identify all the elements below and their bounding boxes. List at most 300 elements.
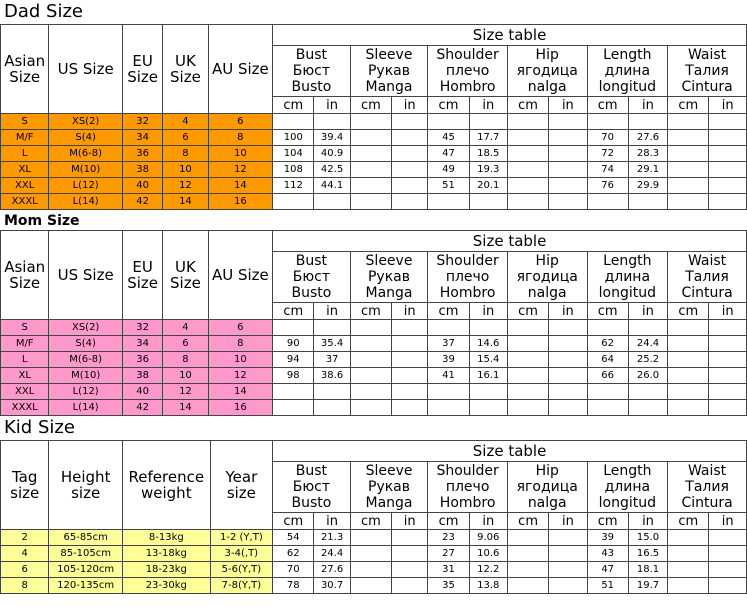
size-asian: XL xyxy=(1,368,49,384)
measure-label-es: Cintura xyxy=(681,495,733,511)
bust-cm-value: 100 xyxy=(273,130,314,146)
shoulder-cm-value xyxy=(428,320,469,336)
hip-cm-value xyxy=(507,130,548,146)
table-row xyxy=(1,162,747,178)
header-row xyxy=(1,231,747,252)
measure-label-es: nalga xyxy=(527,285,567,301)
hip-cm-value xyxy=(507,400,548,416)
waist-cm-value xyxy=(668,352,709,368)
size-us: M(6-8) xyxy=(49,146,123,162)
size-au: 8 xyxy=(208,336,273,352)
waist-cm-value xyxy=(668,578,709,594)
unit-in: in xyxy=(314,97,350,114)
sleeve-in-value xyxy=(392,130,428,146)
bust-cm-value: 98 xyxy=(273,368,314,384)
size-year: 7-8(Y,T) xyxy=(210,578,272,594)
unit-cm: cm xyxy=(428,303,469,320)
length-cm-value: 62 xyxy=(587,336,628,352)
measure-label-en: Bust xyxy=(295,463,328,479)
unit-in: in xyxy=(709,513,747,530)
length-cm-value: 70 xyxy=(587,130,628,146)
column-header: EU Size xyxy=(122,25,162,114)
hip-cm-value xyxy=(507,194,548,210)
measure-header-shoulder xyxy=(428,462,508,513)
unit-cm: cm xyxy=(428,513,469,530)
size-uk: 6 xyxy=(163,130,208,146)
length-in-value xyxy=(628,320,667,336)
bust-in-value: 37 xyxy=(314,352,350,368)
size-uk: 14 xyxy=(163,194,208,210)
length-cm-value: 74 xyxy=(587,162,628,178)
sleeve-cm-value xyxy=(350,320,391,336)
length-cm-value: 72 xyxy=(587,146,628,162)
size-au: 14 xyxy=(208,178,273,194)
unit-cm: cm xyxy=(350,97,391,114)
waist-in-value xyxy=(709,336,747,352)
measure-label-ru: Талия xyxy=(685,269,729,285)
header-row xyxy=(1,441,747,462)
unit-cm: cm xyxy=(587,513,628,530)
unit-cm: cm xyxy=(507,303,548,320)
bust-cm-value: 108 xyxy=(273,162,314,178)
measure-label-en: Waist xyxy=(687,463,727,479)
shoulder-in-value xyxy=(469,194,507,210)
column-header: Year size xyxy=(210,441,272,530)
size-weight: 23-30kg xyxy=(122,578,210,594)
sleeve-in-value xyxy=(392,162,428,178)
size-us: S(4) xyxy=(49,130,123,146)
column-header: AU Size xyxy=(208,25,273,114)
waist-cm-value xyxy=(668,130,709,146)
size-asian: XXXL xyxy=(1,194,49,210)
waist-in-value xyxy=(709,578,747,594)
length-in-value: 27.6 xyxy=(628,130,667,146)
sleeve-cm-value xyxy=(350,352,391,368)
length-cm-value xyxy=(587,400,628,416)
bust-in-value: 44.1 xyxy=(314,178,350,194)
unit-cm: cm xyxy=(273,97,314,114)
shoulder-cm-value: 35 xyxy=(428,578,469,594)
table-row xyxy=(1,320,747,336)
length-in-value: 26.0 xyxy=(628,368,667,384)
hip-cm-value xyxy=(507,320,548,336)
size-au: 12 xyxy=(208,368,273,384)
unit-in: in xyxy=(549,513,587,530)
measure-label-en: Length xyxy=(603,47,652,63)
hip-cm-value xyxy=(507,530,548,546)
measure-label-es: Hombro xyxy=(439,495,496,511)
unit-in: in xyxy=(392,513,428,530)
shoulder-in-value: 14.6 xyxy=(469,336,507,352)
size-au: 8 xyxy=(208,130,273,146)
bust-in-value: 21.3 xyxy=(314,530,350,546)
hip-cm-value xyxy=(507,114,548,130)
size-eu: 40 xyxy=(122,178,162,194)
measure-header-bust xyxy=(273,462,351,513)
hip-cm-value xyxy=(507,336,548,352)
measure-label-en: Hip xyxy=(535,253,559,269)
size-asian: L xyxy=(1,146,49,162)
size-us: M(6-8) xyxy=(49,352,123,368)
measure-label-es: Cintura xyxy=(681,285,733,301)
length-in-value xyxy=(628,384,667,400)
measure-label-en: Sleeve xyxy=(365,253,413,269)
hip-cm-value xyxy=(507,352,548,368)
size-height: 105-120cm xyxy=(49,562,123,578)
table-row xyxy=(1,178,747,194)
shoulder-cm-value: 51 xyxy=(428,178,469,194)
length-in-value: 18.1 xyxy=(628,562,667,578)
kid-section-title: Kid Size xyxy=(4,417,75,438)
sleeve-cm-value xyxy=(350,114,391,130)
measure-label-ru: ягодица xyxy=(516,63,578,79)
unit-in: in xyxy=(314,513,350,530)
measure-label-en: Shoulder xyxy=(436,463,499,479)
size-uk: 4 xyxy=(163,320,208,336)
measure-header-length xyxy=(587,462,668,513)
bust-cm-value: 94 xyxy=(273,352,314,368)
unit-in: in xyxy=(469,303,507,320)
waist-cm-value xyxy=(668,384,709,400)
sleeve-cm-value xyxy=(350,194,391,210)
size-us: XS(2) xyxy=(49,320,123,336)
size-tag: 4 xyxy=(1,546,49,562)
sleeve-cm-value xyxy=(350,368,391,384)
bust-cm-value xyxy=(273,400,314,416)
table-row xyxy=(1,194,747,210)
sleeve-in-value xyxy=(392,384,428,400)
measure-label-ru: Рукав xyxy=(367,63,410,79)
hip-in-value xyxy=(549,400,587,416)
shoulder-in-value: 19.3 xyxy=(469,162,507,178)
shoulder-cm-value: 41 xyxy=(428,368,469,384)
size-year: 1-2 (Y,T) xyxy=(210,530,272,546)
measure-label-es: longitud xyxy=(598,79,656,95)
size-au: 10 xyxy=(208,352,273,368)
size-us: M(10) xyxy=(49,162,123,178)
bust-cm-value xyxy=(273,384,314,400)
waist-cm-value xyxy=(668,114,709,130)
bust-cm-value: 62 xyxy=(273,546,314,562)
bust-in-value xyxy=(314,400,350,416)
size-au: 14 xyxy=(208,384,273,400)
size-eu: 40 xyxy=(122,384,162,400)
unit-cm: cm xyxy=(668,513,709,530)
bust-in-value: 39.4 xyxy=(314,130,350,146)
unit-in: in xyxy=(709,303,747,320)
waist-in-value xyxy=(709,146,747,162)
table-row xyxy=(1,562,747,578)
waist-in-value xyxy=(709,530,747,546)
shoulder-in-value: 20.1 xyxy=(469,178,507,194)
shoulder-in-value xyxy=(469,114,507,130)
size-us: XS(2) xyxy=(49,114,123,130)
length-cm-value xyxy=(587,194,628,210)
hip-in-value xyxy=(549,336,587,352)
bust-cm-value: 70 xyxy=(273,562,314,578)
hip-in-value xyxy=(549,546,587,562)
measure-header-hip xyxy=(507,252,587,303)
size-eu: 38 xyxy=(122,368,162,384)
shoulder-cm-value xyxy=(428,114,469,130)
measure-label-en: Waist xyxy=(687,253,727,269)
waist-cm-value xyxy=(668,368,709,384)
size-year: 5-6(Y,T) xyxy=(210,562,272,578)
size-us: S(4) xyxy=(49,336,123,352)
unit-in: in xyxy=(628,97,667,114)
waist-cm-value xyxy=(668,530,709,546)
size-us: L(12) xyxy=(49,178,123,194)
hip-in-value xyxy=(549,352,587,368)
shoulder-in-value: 16.1 xyxy=(469,368,507,384)
size-table-label: Size table xyxy=(273,231,747,252)
column-header: AU Size xyxy=(208,231,273,320)
size-year: 3-4(,T) xyxy=(210,546,272,562)
waist-cm-value xyxy=(668,162,709,178)
table-row xyxy=(1,530,747,546)
shoulder-cm-value: 37 xyxy=(428,336,469,352)
size-uk: 14 xyxy=(163,400,208,416)
measure-label-en: Waist xyxy=(687,47,727,63)
size-uk: 8 xyxy=(163,146,208,162)
length-in-value: 15.0 xyxy=(628,530,667,546)
unit-cm: cm xyxy=(350,513,391,530)
length-in-value xyxy=(628,114,667,130)
size-uk: 10 xyxy=(163,162,208,178)
bust-cm-value: 90 xyxy=(273,336,314,352)
waist-in-value xyxy=(709,178,747,194)
unit-in: in xyxy=(628,303,667,320)
measure-label-es: nalga xyxy=(527,495,567,511)
measure-header-shoulder xyxy=(428,252,508,303)
measure-header-bust xyxy=(273,46,351,97)
measure-label-en: Shoulder xyxy=(436,253,499,269)
unit-cm: cm xyxy=(273,303,314,320)
sleeve-cm-value xyxy=(350,562,391,578)
size-eu: 36 xyxy=(122,146,162,162)
shoulder-cm-value xyxy=(428,384,469,400)
size-uk: 10 xyxy=(163,368,208,384)
shoulder-in-value: 15.4 xyxy=(469,352,507,368)
table-row xyxy=(1,400,747,416)
unit-cm: cm xyxy=(668,303,709,320)
length-in-value: 16.5 xyxy=(628,546,667,562)
size-weight: 18-23kg xyxy=(122,562,210,578)
unit-cm: cm xyxy=(587,97,628,114)
column-header: Height size xyxy=(49,441,123,530)
length-cm-value xyxy=(587,320,628,336)
waist-cm-value xyxy=(668,194,709,210)
length-in-value: 25.2 xyxy=(628,352,667,368)
size-weight: 13-18kg xyxy=(122,546,210,562)
dad-section-title: Dad Size xyxy=(4,1,83,22)
waist-in-value xyxy=(709,562,747,578)
waist-in-value xyxy=(709,320,747,336)
shoulder-in-value xyxy=(469,400,507,416)
table-row xyxy=(1,336,747,352)
size-asian: M/F xyxy=(1,336,49,352)
size-us: L(12) xyxy=(49,384,123,400)
bust-in-value: 30.7 xyxy=(314,578,350,594)
bust-cm-value: 54 xyxy=(273,530,314,546)
shoulder-in-value: 17.7 xyxy=(469,130,507,146)
sleeve-in-value xyxy=(392,546,428,562)
size-uk: 12 xyxy=(163,178,208,194)
waist-in-value xyxy=(709,162,747,178)
size-uk: 4 xyxy=(163,114,208,130)
measure-label-ru: ягодица xyxy=(516,269,578,285)
waist-cm-value xyxy=(668,178,709,194)
size-height: 65-85cm xyxy=(49,530,123,546)
sleeve-cm-value xyxy=(350,578,391,594)
measure-header-length xyxy=(587,252,668,303)
hip-cm-value xyxy=(507,562,548,578)
shoulder-cm-value: 23 xyxy=(428,530,469,546)
sleeve-cm-value xyxy=(350,400,391,416)
shoulder-in-value: 12.2 xyxy=(469,562,507,578)
bust-in-value: 40.9 xyxy=(314,146,350,162)
waist-cm-value xyxy=(668,146,709,162)
bust-cm-value xyxy=(273,114,314,130)
shoulder-in-value: 18.5 xyxy=(469,146,507,162)
length-in-value: 28.3 xyxy=(628,146,667,162)
table-row xyxy=(1,384,747,400)
shoulder-cm-value xyxy=(428,194,469,210)
hip-in-value xyxy=(549,530,587,546)
unit-in: in xyxy=(314,303,350,320)
length-cm-value xyxy=(587,114,628,130)
sleeve-in-value xyxy=(392,400,428,416)
hip-in-value xyxy=(549,368,587,384)
table-row xyxy=(1,146,747,162)
waist-cm-value xyxy=(668,546,709,562)
measure-label-ru: длина xyxy=(604,63,651,79)
waist-cm-value xyxy=(668,320,709,336)
unit-cm: cm xyxy=(507,97,548,114)
unit-cm: cm xyxy=(507,513,548,530)
sleeve-in-value xyxy=(392,178,428,194)
column-header: US Size xyxy=(49,25,123,114)
size-au: 6 xyxy=(208,114,273,130)
bust-cm-value: 104 xyxy=(273,146,314,162)
size-asian: XXL xyxy=(1,178,49,194)
measure-label-ru: Бюст xyxy=(292,63,331,79)
measure-label-es: Manga xyxy=(365,79,413,95)
measure-label-ru: ягодица xyxy=(516,479,578,495)
sleeve-cm-value xyxy=(350,162,391,178)
measure-label-ru: Рукав xyxy=(368,479,411,495)
size-eu: 32 xyxy=(122,320,162,336)
waist-in-value xyxy=(709,384,747,400)
length-cm-value: 47 xyxy=(587,562,628,578)
unit-cm: cm xyxy=(273,513,314,530)
shoulder-cm-value xyxy=(428,400,469,416)
measure-header-length xyxy=(587,46,668,97)
size-us: M(10) xyxy=(49,368,123,384)
sleeve-in-value xyxy=(392,114,428,130)
size-asian: L xyxy=(1,352,49,368)
measure-header-waist xyxy=(668,46,747,97)
shoulder-cm-value: 49 xyxy=(428,162,469,178)
hip-in-value xyxy=(549,384,587,400)
mom-size-table xyxy=(0,230,747,416)
size-tag: 6 xyxy=(1,562,49,578)
size-asian: S xyxy=(1,320,49,336)
size-height: 120-135cm xyxy=(49,578,123,594)
measure-label-ru: Рукав xyxy=(367,269,410,285)
hip-cm-value xyxy=(507,178,548,194)
sleeve-in-value xyxy=(392,530,428,546)
measure-label-es: Busto xyxy=(291,285,332,301)
sleeve-in-value xyxy=(392,194,428,210)
size-asian: XXXL xyxy=(1,400,49,416)
size-tag: 2 xyxy=(1,530,49,546)
bust-in-value: 35.4 xyxy=(314,336,350,352)
column-header: Reference weight xyxy=(122,441,210,530)
bust-in-value xyxy=(314,194,350,210)
measure-label-es: longitud xyxy=(598,285,656,301)
hip-in-value xyxy=(549,320,587,336)
mom-section-title: Mom Size xyxy=(4,213,80,229)
length-in-value: 29.9 xyxy=(628,178,667,194)
unit-in: in xyxy=(709,97,747,114)
bust-cm-value: 112 xyxy=(273,178,314,194)
unit-in: in xyxy=(549,303,587,320)
unit-cm: cm xyxy=(587,303,628,320)
shoulder-in-value: 9.06 xyxy=(469,530,507,546)
size-table-label: Size table xyxy=(273,441,747,462)
size-eu: 42 xyxy=(122,194,162,210)
shoulder-in-value xyxy=(469,320,507,336)
size-uk: 6 xyxy=(163,336,208,352)
bust-cm-value: 78 xyxy=(273,578,314,594)
size-tag: 8 xyxy=(1,578,49,594)
bust-in-value xyxy=(314,114,350,130)
shoulder-cm-value: 45 xyxy=(428,130,469,146)
hip-in-value xyxy=(549,114,587,130)
table-row xyxy=(1,352,747,368)
length-cm-value: 39 xyxy=(587,530,628,546)
shoulder-in-value: 10.6 xyxy=(469,546,507,562)
measure-header-hip xyxy=(507,46,587,97)
shoulder-in-value: 13.8 xyxy=(469,578,507,594)
waist-in-value xyxy=(709,400,747,416)
column-header: UK Size xyxy=(163,25,208,114)
unit-in: in xyxy=(628,513,667,530)
sleeve-cm-value xyxy=(350,336,391,352)
measure-label-ru: плечо xyxy=(445,63,490,79)
size-eu: 34 xyxy=(122,130,162,146)
column-header: US Size xyxy=(49,231,123,320)
bust-in-value: 27.6 xyxy=(314,562,350,578)
measure-header-waist xyxy=(668,462,747,513)
unit-in: in xyxy=(392,97,428,114)
size-au: 6 xyxy=(208,320,273,336)
unit-in: in xyxy=(469,513,507,530)
hip-cm-value xyxy=(507,146,548,162)
measure-header-bust xyxy=(273,252,351,303)
hip-cm-value xyxy=(507,162,548,178)
header-row xyxy=(1,25,747,46)
size-asian: XL xyxy=(1,162,49,178)
sleeve-in-value xyxy=(392,146,428,162)
column-header: EU Size xyxy=(122,231,162,320)
shoulder-cm-value: 31 xyxy=(428,562,469,578)
unit-cm: cm xyxy=(668,97,709,114)
measure-label-es: nalga xyxy=(527,79,567,95)
size-eu: 34 xyxy=(122,336,162,352)
waist-in-value xyxy=(709,368,747,384)
